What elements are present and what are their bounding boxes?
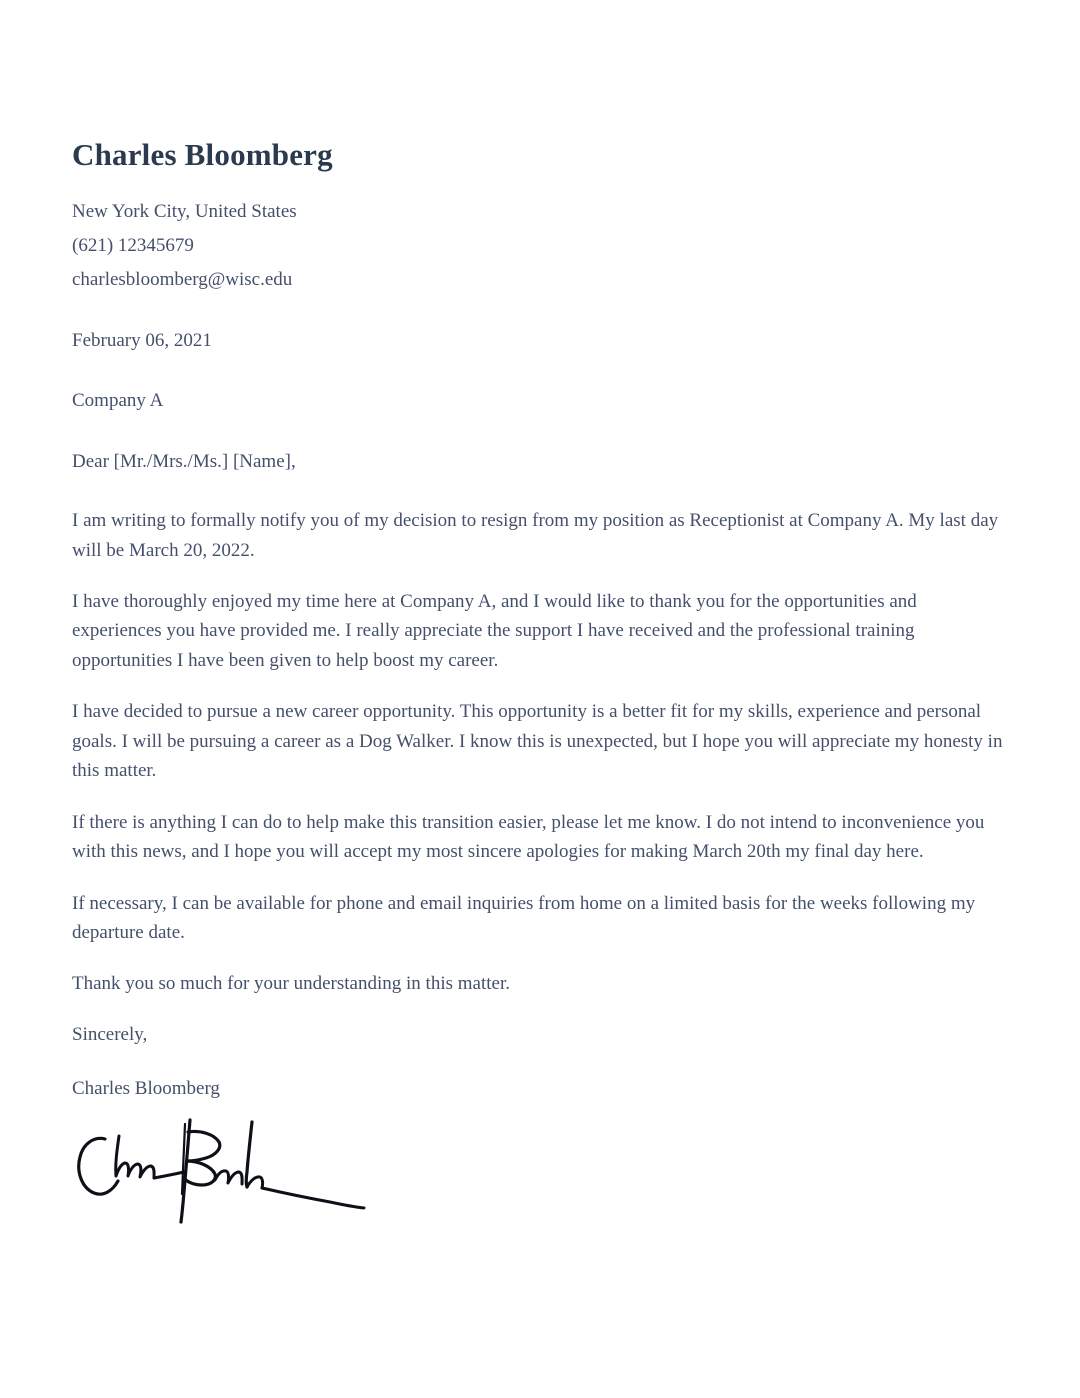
body-paragraph: I have thoroughly enjoyed my time here at Company A, and I would like to thank you for the opportunities and experiences you have provided me. I really appreciate the support I have received and the professional training opportunities I have been given to help boost my career. xyxy=(72,591,917,671)
signature-name: Charles Bloomberg xyxy=(72,1078,220,1100)
contact-phone: (621) 12345679 xyxy=(72,235,194,256)
recipient-company: Company A xyxy=(72,390,164,412)
body-paragraph: I have decided to pursue a new career opportunity. This opportunity is a better fit for my skills, experience and personal goals. I will be pursuing a career as a Dog Walker. I know this is unexpected, but I hope you will appreciate my honesty in this matter. xyxy=(72,701,1003,782)
closing-line: Sincerely, xyxy=(72,1023,148,1045)
handwritten-signature-icon xyxy=(72,1114,372,1224)
contact-location: New York City, United States xyxy=(72,201,297,223)
body-paragraph: If there is anything I can do to help make this transition easier, please let me know. I do not intend to inconvenience you with this news, and I hope you will accept my most sincere apologies for making March 20th my final day here. xyxy=(72,811,985,863)
body-paragraph: I am writing to formally notify you of my decision to resign from my position as Receptionist at Company A. My last day will be March 20, 2022. xyxy=(72,510,999,561)
letter-content xyxy=(72,136,1006,1224)
body-paragraph: Thank you so much for your understanding in this matter. xyxy=(72,973,510,995)
signature-image xyxy=(72,1114,372,1224)
body-paragraph: If necessary, I can be available for phone and email inquiries from home on a limited basis for the weeks following my departure date. xyxy=(72,892,976,943)
letter-date: February 06, 2021 xyxy=(72,329,212,351)
page-title: Charles Bloomberg xyxy=(72,137,333,172)
contact-block xyxy=(72,195,1006,296)
contact-email: charlesbloomberg@wisc.edu xyxy=(72,268,293,290)
salutation: Dear [Mr./Mrs./Ms.] [Name], xyxy=(72,450,296,472)
